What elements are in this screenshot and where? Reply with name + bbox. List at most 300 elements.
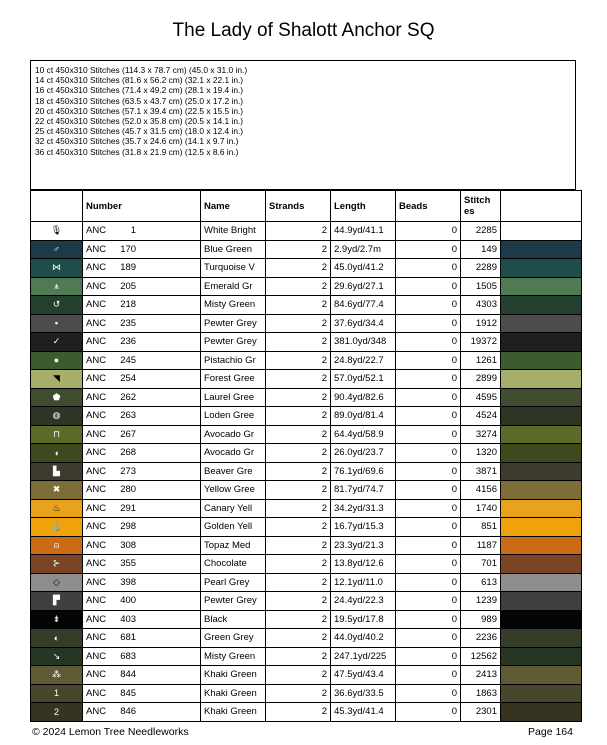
- table-row: [31, 277, 582, 296]
- stitches-value: 1505: [461, 277, 501, 296]
- thread-brand: ANC: [86, 576, 107, 588]
- thread-name: Pistachio Gr: [201, 351, 266, 370]
- strands-value: 2: [266, 240, 331, 259]
- length-value: 29.6yd/27.1: [331, 277, 396, 296]
- thread-number: 268: [120, 447, 137, 459]
- thread-brand: ANC: [86, 225, 107, 237]
- strands-value: 2: [266, 610, 331, 629]
- thread-number-cell: [83, 666, 201, 685]
- beads-value: 0: [396, 555, 461, 574]
- stitches-value: 1740: [461, 499, 501, 518]
- strands-value: 2: [266, 629, 331, 648]
- symbol-icon: ⬟: [31, 388, 83, 407]
- beads-value: 0: [396, 499, 461, 518]
- color-swatch: [501, 259, 582, 278]
- thread-brand: ANC: [86, 354, 107, 366]
- size-info-box: [30, 60, 576, 190]
- thread-number: 205: [120, 280, 137, 292]
- length-header: Length: [331, 191, 396, 222]
- symbol-icon: ▛: [31, 592, 83, 611]
- thread-name: Beaver Gre: [201, 462, 266, 481]
- symbol-icon: ◥: [31, 370, 83, 389]
- strands-value: 2: [266, 684, 331, 703]
- strands-value: 2: [266, 370, 331, 389]
- thread-name: Misty Green: [201, 296, 266, 315]
- symbol-icon: 1: [31, 684, 83, 703]
- thread-brand: ANC: [86, 410, 107, 422]
- thread-name: Khaki Green: [201, 703, 266, 722]
- size-line: 32 ct 450x310 Stitches (35.7 x 24.6 cm) (14.1 x 9.7 in.): [35, 136, 239, 147]
- length-value: 26.0yd/23.7: [331, 444, 396, 463]
- thread-brand: ANC: [86, 465, 107, 477]
- beads-value: 0: [396, 370, 461, 389]
- thread-number-cell: [83, 499, 201, 518]
- stitches-value: 149: [461, 240, 501, 259]
- length-value: 44.9yd/41.1: [331, 222, 396, 241]
- thread-number: 403: [120, 613, 137, 625]
- thread-name: Pewter Grey: [201, 333, 266, 352]
- thread-brand: ANC: [86, 428, 107, 440]
- size-line: 22 ct 450x310 Stitches (52.0 x 35.8 cm) (20.5 x 14.1 in.): [35, 116, 244, 127]
- beads-value: 0: [396, 333, 461, 352]
- length-value: 45.3yd/41.4: [331, 703, 396, 722]
- color-swatch: [501, 351, 582, 370]
- thread-number: 263: [120, 410, 137, 422]
- strands-value: 2: [266, 425, 331, 444]
- strands-value: 2: [266, 351, 331, 370]
- thread-number: 254: [120, 373, 137, 385]
- thread-name: Avocado Gr: [201, 425, 266, 444]
- table-row: [31, 499, 582, 518]
- thread-number-cell: [83, 407, 201, 426]
- thread-brand: ANC: [86, 317, 107, 329]
- size-line: 10 ct 450x310 Stitches (114.3 x 78.7 cm) (45.0 x 31.0 in.): [35, 65, 248, 75]
- thread-number-cell: [83, 518, 201, 537]
- table-row: [31, 444, 582, 463]
- table-row: [31, 536, 582, 555]
- symbol-icon: ⍝: [31, 536, 83, 555]
- thread-name: Golden Yell: [201, 518, 266, 537]
- thread-name: Laurel Gree: [201, 388, 266, 407]
- stitches-value: 2236: [461, 629, 501, 648]
- thread-brand: ANC: [86, 299, 107, 311]
- thread-number: 273: [120, 465, 137, 477]
- thread-number: 846: [120, 706, 137, 718]
- thread-number: 236: [120, 336, 137, 348]
- strands-value: 2: [266, 666, 331, 685]
- thread-name: Khaki Green: [201, 666, 266, 685]
- thread-number: 298: [120, 521, 137, 533]
- color-swatch: [501, 481, 582, 500]
- stitches-value: 4303: [461, 296, 501, 315]
- color-swatch: [501, 388, 582, 407]
- color-swatch: [501, 314, 582, 333]
- thread-name: Green Grey: [201, 629, 266, 648]
- thread-brand: ANC: [86, 391, 107, 403]
- stitches-value: 4524: [461, 407, 501, 426]
- thread-brand: ANC: [86, 706, 107, 718]
- thread-name: Pewter Grey: [201, 592, 266, 611]
- table-row: [31, 703, 582, 722]
- thread-number: 681: [120, 632, 137, 644]
- thread-number-cell: [83, 536, 201, 555]
- symbol-icon: ⊱: [31, 555, 83, 574]
- table-row: [31, 222, 582, 241]
- table-row: [31, 684, 582, 703]
- strands-value: 2: [266, 536, 331, 555]
- length-value: 12.1yd/11.0: [331, 573, 396, 592]
- length-value: 84.6yd/77.4: [331, 296, 396, 315]
- thread-brand: ANC: [86, 484, 107, 496]
- strands-value: 2: [266, 703, 331, 722]
- table-row: [31, 333, 582, 352]
- thread-number-cell: [83, 444, 201, 463]
- symbol-icon: ⩚: [31, 277, 83, 296]
- symbol-icon: ⇟: [31, 610, 83, 629]
- symbol-icon: ◐: [31, 629, 83, 648]
- stitches-value: 1261: [461, 351, 501, 370]
- thread-name: Emerald Gr: [201, 277, 266, 296]
- thread-name: Misty Green: [201, 647, 266, 666]
- thread-number: 280: [120, 484, 137, 496]
- thread-number-cell: [83, 647, 201, 666]
- beads-value: 0: [396, 296, 461, 315]
- stitches-value: 2899: [461, 370, 501, 389]
- color-swatch: [501, 277, 582, 296]
- length-value: 89.0yd/81.4: [331, 407, 396, 426]
- table-row: [31, 462, 582, 481]
- table-row: [31, 296, 582, 315]
- color-swatch: [501, 425, 582, 444]
- stitches-value: 1912: [461, 314, 501, 333]
- color-swatch: [501, 333, 582, 352]
- stitches-value: 1863: [461, 684, 501, 703]
- beads-value: 0: [396, 388, 461, 407]
- thread-brand: ANC: [86, 558, 107, 570]
- thread-number-cell: [83, 388, 201, 407]
- thread-number-cell: [83, 462, 201, 481]
- symbol-icon: ✖: [31, 481, 83, 500]
- strands-value: 2: [266, 277, 331, 296]
- color-swatch: [501, 444, 582, 463]
- thread-name: Blue Green: [201, 240, 266, 259]
- thread-brand: ANC: [86, 613, 107, 625]
- strands-value: 2: [266, 314, 331, 333]
- thread-name: Yellow Gree: [201, 481, 266, 500]
- strands-value: 2: [266, 462, 331, 481]
- symbol-icon: 2: [31, 703, 83, 722]
- thread-number: 262: [120, 391, 137, 403]
- beads-value: 0: [396, 222, 461, 241]
- beads-value: 0: [396, 277, 461, 296]
- stitches-value: 3274: [461, 425, 501, 444]
- stitches-value: 19372: [461, 333, 501, 352]
- stitches-value: 2289: [461, 259, 501, 278]
- length-value: 81.7yd/74.7: [331, 481, 396, 500]
- stitches-value: 4156: [461, 481, 501, 500]
- beads-value: 0: [396, 647, 461, 666]
- symbol-icon: 🎙: [31, 222, 83, 241]
- table-row: [31, 666, 582, 685]
- length-value: 64.4yd/58.9: [331, 425, 396, 444]
- color-swatch: [501, 555, 582, 574]
- strands-header: Strands: [266, 191, 331, 222]
- thread-number-cell: [83, 314, 201, 333]
- thread-brand: ANC: [86, 650, 107, 662]
- table-header-row: [31, 191, 582, 222]
- color-swatch: [501, 370, 582, 389]
- length-value: 44.0yd/40.2: [331, 629, 396, 648]
- length-value: 13.8yd/12.6: [331, 555, 396, 574]
- thread-brand: ANC: [86, 521, 107, 533]
- thread-brand: ANC: [86, 502, 107, 514]
- symbol-icon: ●: [31, 351, 83, 370]
- length-value: 23.3yd/21.3: [331, 536, 396, 555]
- thread-number: 189: [120, 262, 137, 274]
- length-value: 34.2yd/31.3: [331, 499, 396, 518]
- size-line: 18 ct 450x310 Stitches (63.5 x 43.7 cm) (25.0 x 17.2 in.): [35, 95, 244, 106]
- size-line: 25 ct 450x310 Stitches (45.7 x 31.5 cm) (18.0 x 12.4 in.): [35, 126, 244, 137]
- strands-value: 2: [266, 481, 331, 500]
- length-value: 381.0yd/348: [331, 333, 396, 352]
- strands-value: 2: [266, 444, 331, 463]
- stitches-value: 701: [461, 555, 501, 574]
- number-header: Number: [83, 191, 201, 222]
- stitches-header: Stitch es: [461, 191, 501, 222]
- table-row: [31, 314, 582, 333]
- table-row: [31, 240, 582, 259]
- thread-number-cell: [83, 333, 201, 352]
- color-swatch: [501, 240, 582, 259]
- color-swatch: [501, 629, 582, 648]
- color-swatch: [501, 296, 582, 315]
- thread-number: 245: [120, 354, 137, 366]
- thread-number-cell: [83, 240, 201, 259]
- thread-number-cell: [83, 592, 201, 611]
- size-line: 14 ct 450x310 Stitches (81.6 x 56.2 cm) (32.1 x 22.1 in.): [35, 75, 244, 86]
- symbol-icon: ▙: [31, 462, 83, 481]
- thread-number-cell: [83, 296, 201, 315]
- beads-value: 0: [396, 703, 461, 722]
- thread-brand: ANC: [86, 243, 107, 255]
- thread-brand: ANC: [86, 632, 107, 644]
- symbol-icon: ♂: [31, 240, 83, 259]
- color-swatch-header: [501, 191, 582, 222]
- table-row: [31, 555, 582, 574]
- strands-value: 2: [266, 333, 331, 352]
- thread-name: Turquoise V: [201, 259, 266, 278]
- length-value: 24.4yd/22.3: [331, 592, 396, 611]
- beads-value: 0: [396, 610, 461, 629]
- thread-name: Chocolate: [201, 555, 266, 574]
- strands-value: 2: [266, 647, 331, 666]
- table-row: [31, 407, 582, 426]
- symbol-icon: ◍: [31, 407, 83, 426]
- thread-name: Pewter Grey: [201, 314, 266, 333]
- beads-value: 0: [396, 407, 461, 426]
- length-value: 247.1yd/225: [331, 647, 396, 666]
- stitches-value: 2285: [461, 222, 501, 241]
- beads-value: 0: [396, 425, 461, 444]
- thread-number: 845: [120, 687, 137, 699]
- table-row: [31, 573, 582, 592]
- beads-value: 0: [396, 259, 461, 278]
- strands-value: 2: [266, 407, 331, 426]
- thread-number: 683: [120, 650, 137, 662]
- length-value: 19.5yd/17.8: [331, 610, 396, 629]
- thread-brand: ANC: [86, 336, 107, 348]
- table-row: [31, 629, 582, 648]
- thread-brand: ANC: [86, 539, 107, 551]
- beads-header: Beads: [396, 191, 461, 222]
- length-value: 24.8yd/22.7: [331, 351, 396, 370]
- thread-number-cell: [83, 573, 201, 592]
- color-swatch: [501, 499, 582, 518]
- stitches-value: 613: [461, 573, 501, 592]
- thread-number-cell: [83, 370, 201, 389]
- thread-number-cell: [83, 610, 201, 629]
- table-row: [31, 259, 582, 278]
- thread-brand: ANC: [86, 373, 107, 385]
- symbol-icon: ♨: [31, 499, 83, 518]
- stitches-value: 4595: [461, 388, 501, 407]
- thread-number-cell: [83, 259, 201, 278]
- length-value: 45.0yd/41.2: [331, 259, 396, 278]
- thread-name: Avocado Gr: [201, 444, 266, 463]
- symbol-icon: ↘: [31, 647, 83, 666]
- thread-name: Loden Gree: [201, 407, 266, 426]
- thread-number: 235: [120, 317, 137, 329]
- strands-value: 2: [266, 518, 331, 537]
- size-line: 16 ct 450x310 Stitches (71.4 x 49.2 cm) (28.1 x 19.4 in.): [35, 85, 244, 96]
- thread-number: 170: [120, 243, 137, 255]
- strands-value: 2: [266, 499, 331, 518]
- size-line: 36 ct 450x310 Stitches (31.8 x 21.9 cm) (12.5 x 8.6 in.): [35, 146, 239, 157]
- thread-number: 308: [120, 539, 137, 551]
- symbol-icon: ⊓: [31, 425, 83, 444]
- table-row: [31, 518, 582, 537]
- thread-number: 267: [120, 428, 137, 440]
- table-row: [31, 351, 582, 370]
- thread-number-cell: [83, 425, 201, 444]
- thread-number-cell: [83, 703, 201, 722]
- thread-number-cell: [83, 481, 201, 500]
- color-swatch: [501, 647, 582, 666]
- page-number: Page 164: [528, 726, 573, 738]
- stitches-value: 1320: [461, 444, 501, 463]
- thread-number: 844: [120, 669, 137, 681]
- color-swatch: [501, 407, 582, 426]
- stitches-value: 2413: [461, 666, 501, 685]
- table-row: [31, 481, 582, 500]
- thread-number: 291: [120, 502, 137, 514]
- strands-value: 2: [266, 555, 331, 574]
- thread-number: 398: [120, 576, 137, 588]
- color-swatch: [501, 518, 582, 537]
- symbol-icon: ⋈: [31, 259, 83, 278]
- thread-number: 1: [130, 225, 137, 237]
- color-swatch: [501, 703, 582, 722]
- thread-name: Khaki Green: [201, 684, 266, 703]
- table-row: [31, 370, 582, 389]
- stitches-value: 3871: [461, 462, 501, 481]
- page-title: The Lady of Shalott Anchor SQ: [172, 20, 435, 41]
- length-value: 57.0yd/52.1: [331, 370, 396, 389]
- beads-value: 0: [396, 573, 461, 592]
- length-value: 16.7yd/15.3: [331, 518, 396, 537]
- length-value: 36.6yd/33.5: [331, 684, 396, 703]
- symbol-icon: ⁂: [31, 666, 83, 685]
- size-line: 20 ct 450x310 Stitches (57.1 x 39.4 cm) (22.5 x 15.5 in.): [35, 105, 244, 116]
- thread-number-cell: [83, 555, 201, 574]
- length-value: 2.9yd/2.7m: [331, 240, 396, 259]
- beads-value: 0: [396, 592, 461, 611]
- color-swatch: [501, 536, 582, 555]
- stitches-value: 989: [461, 610, 501, 629]
- thread-brand: ANC: [86, 280, 107, 292]
- thread-name: White Bright: [201, 222, 266, 241]
- color-swatch: [501, 666, 582, 685]
- stitches-value: 1239: [461, 592, 501, 611]
- symbol-icon: ↺: [31, 296, 83, 315]
- beads-value: 0: [396, 481, 461, 500]
- symbol-icon: ✓: [31, 333, 83, 352]
- beads-value: 0: [396, 666, 461, 685]
- thread-name: Black: [201, 610, 266, 629]
- thread-number-cell: [83, 684, 201, 703]
- thread-number-cell: [83, 351, 201, 370]
- beads-value: 0: [396, 462, 461, 481]
- stitches-value: 12562: [461, 647, 501, 666]
- strands-value: 2: [266, 296, 331, 315]
- copyright-text: © 2024 Lemon Tree Needleworks: [32, 726, 189, 738]
- strands-value: 2: [266, 573, 331, 592]
- color-swatch: [501, 610, 582, 629]
- thread-name: Forest Gree: [201, 370, 266, 389]
- color-swatch: [501, 592, 582, 611]
- symbol-icon: ▪: [31, 314, 83, 333]
- stitches-value: 1187: [461, 536, 501, 555]
- length-value: 37.6yd/34.4: [331, 314, 396, 333]
- strands-value: 2: [266, 259, 331, 278]
- thread-number: 400: [120, 595, 137, 607]
- beads-value: 0: [396, 518, 461, 537]
- thread-brand: ANC: [86, 447, 107, 459]
- thread-name: Topaz Med: [201, 536, 266, 555]
- symbol-header: [31, 191, 83, 222]
- strands-value: 2: [266, 222, 331, 241]
- thread-number-cell: [83, 277, 201, 296]
- symbol-icon: ◇: [31, 573, 83, 592]
- table-row: [31, 647, 582, 666]
- table-row: [31, 425, 582, 444]
- stitches-value: 851: [461, 518, 501, 537]
- table-row: [31, 610, 582, 629]
- thread-number: 355: [120, 558, 137, 570]
- table-row: [31, 592, 582, 611]
- thread-brand: ANC: [86, 687, 107, 699]
- length-value: 76.1yd/69.6: [331, 462, 396, 481]
- thread-number-cell: [83, 222, 201, 241]
- beads-value: 0: [396, 351, 461, 370]
- thread-name: Canary Yell: [201, 499, 266, 518]
- strands-value: 2: [266, 592, 331, 611]
- color-swatch: [501, 684, 582, 703]
- stitches-value: 2301: [461, 703, 501, 722]
- thread-brand: ANC: [86, 669, 107, 681]
- color-swatch: [501, 462, 582, 481]
- symbol-icon: ⚓: [31, 518, 83, 537]
